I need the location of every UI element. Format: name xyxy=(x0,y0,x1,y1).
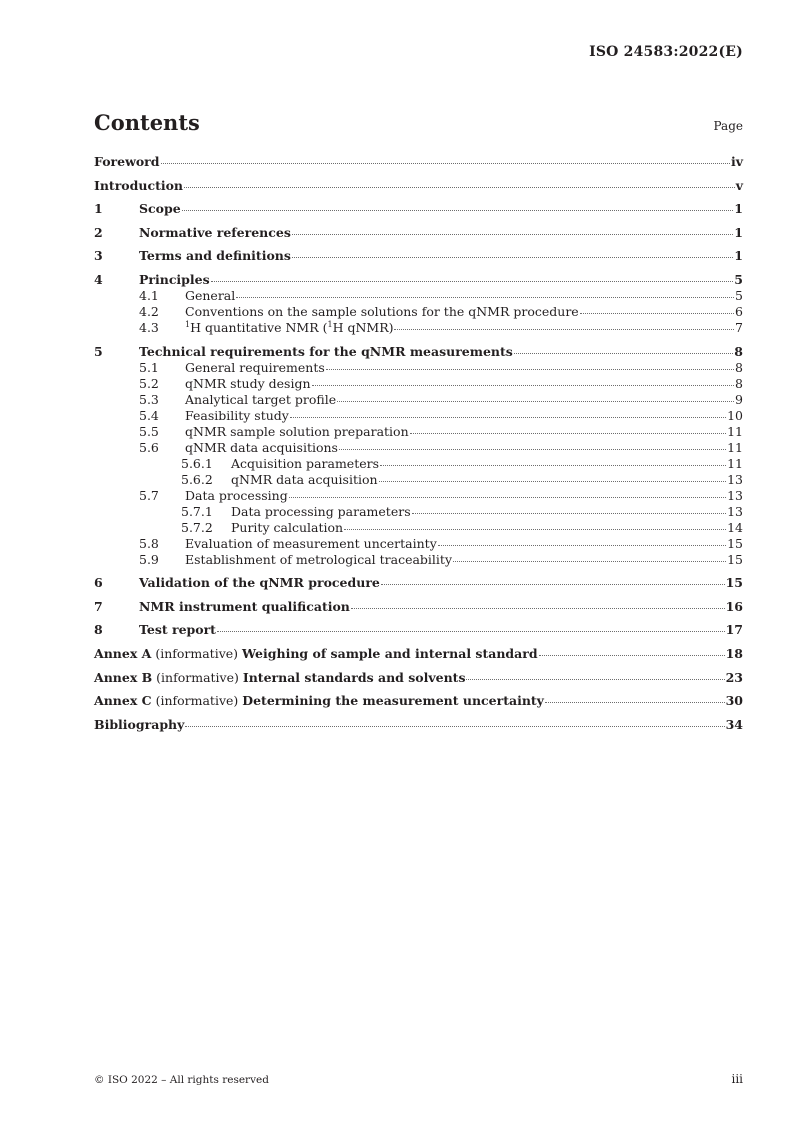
dot-leader xyxy=(344,528,726,530)
title-row xyxy=(94,110,743,135)
toc-entry-page: 15 xyxy=(727,535,743,551)
toc-entry-number: 5.3 xyxy=(139,391,159,407)
toc-entry-page: v xyxy=(735,177,743,193)
toc-entry-text: Scope xyxy=(139,201,181,217)
toc-entry-text: Normative references xyxy=(139,224,291,240)
toc-entry-text: Foreword xyxy=(94,154,160,169)
toc-entry-page: iv xyxy=(730,154,743,169)
document-code: ISO 24583:2022(E) xyxy=(589,44,743,60)
toc-entry-page: 11 xyxy=(727,455,743,471)
dot-leader xyxy=(312,384,735,386)
toc-entry-5-5[interactable] xyxy=(94,424,743,440)
toc-entry-number: 5.7.1 xyxy=(181,503,213,519)
toc-entry-number: 1 xyxy=(94,201,103,217)
dot-leader xyxy=(394,328,734,330)
dot-leader xyxy=(184,186,735,188)
superscript: 1 xyxy=(185,319,191,329)
toc-entry-page: 8 xyxy=(734,343,743,359)
toc-entry-instrument-qualification[interactable] xyxy=(94,599,743,615)
dot-leader xyxy=(182,209,734,211)
toc-entry-number: 5.7.2 xyxy=(181,519,213,535)
toc-entry-4-3[interactable] xyxy=(94,320,743,336)
dot-leader xyxy=(580,312,734,314)
toc-entry-foreword[interactable] xyxy=(94,154,743,170)
toc-entry-test-report[interactable] xyxy=(94,622,743,638)
toc-entry-5-3[interactable] xyxy=(94,392,743,408)
toc-entry-5-2[interactable] xyxy=(94,376,743,392)
toc-entry-text: Purity calculation xyxy=(231,519,344,535)
toc-entry-text xyxy=(94,670,465,686)
toc-entry-text: Technical requirements for the qNMR measurements xyxy=(139,343,513,359)
toc-entry-number: 5.7 xyxy=(139,487,159,503)
toc-entry-page: 15 xyxy=(727,551,743,567)
toc-entry-number: 7 xyxy=(94,598,103,614)
toc-entry-number: 5.6.1 xyxy=(181,455,213,471)
toc-entry-page: 8 xyxy=(735,359,743,375)
toc-entry-scope[interactable] xyxy=(94,201,743,217)
toc-entry-page: 1 xyxy=(734,201,743,217)
toc-entry-text: qNMR data acquisitions xyxy=(185,439,338,455)
annex-title: Internal standards and solvents xyxy=(242,669,466,685)
toc-entry-number: 4.1 xyxy=(139,287,159,303)
annex-type: (informative) xyxy=(152,669,243,685)
toc-entry-page: 16 xyxy=(725,598,743,614)
toc-entry-text: Evaluation of measurement uncertainty xyxy=(185,535,437,551)
toc-entry-text: qNMR data acquisition xyxy=(231,471,378,487)
toc-entry-text: Conventions on the sample solutions for the qNMR procedure xyxy=(185,303,579,319)
annex-type: (informative) xyxy=(151,693,243,709)
toc-entry-page: 1 xyxy=(734,224,743,240)
annex-label: Annex C xyxy=(94,693,152,709)
dot-leader xyxy=(466,678,724,680)
toc-entry-text: Acquisition parameters xyxy=(231,455,380,471)
dot-leader xyxy=(236,296,734,298)
page-title: Contents xyxy=(94,110,200,135)
toc-entry-number: 2 xyxy=(94,224,103,240)
toc-entry-text: qNMR study design xyxy=(185,375,311,391)
toc-entry-5-6-1[interactable] xyxy=(94,456,743,472)
dot-leader xyxy=(438,544,726,546)
toc-entry-page: 8 xyxy=(735,375,743,391)
toc-entry-text: Analytical target profile xyxy=(185,391,337,407)
toc-entry-page: 1 xyxy=(734,248,743,264)
toc-entry-text: Introduction xyxy=(94,177,184,193)
dot-leader xyxy=(339,448,726,450)
toc-entry-5-7-1[interactable] xyxy=(94,504,743,520)
dot-leader xyxy=(351,607,725,609)
toc-entry-principles[interactable] xyxy=(94,272,743,288)
toc-entry-page: 5 xyxy=(734,271,743,287)
toc-entry-page: 13 xyxy=(727,503,743,519)
toc-entry-text: NMR instrument qualification xyxy=(139,598,350,614)
copyright-notice: © ISO 2022 – All rights reserved xyxy=(94,1074,269,1086)
toc-entry-number: 5.6.2 xyxy=(181,471,213,487)
dot-leader xyxy=(453,560,726,562)
dot-leader xyxy=(545,701,725,703)
table-of-contents xyxy=(94,154,743,733)
toc-entry-4-2[interactable] xyxy=(94,304,743,320)
dot-leader xyxy=(337,400,734,402)
toc-entry-text xyxy=(185,320,393,336)
dot-leader xyxy=(290,416,726,418)
toc-entry-page: 13 xyxy=(727,471,743,487)
toc-entry-page: 7 xyxy=(735,319,743,335)
toc-entry-text-part: H qNMR) xyxy=(332,319,394,335)
toc-entry-page: 23 xyxy=(725,669,743,685)
toc-entry-number: 5.6 xyxy=(139,439,159,455)
toc-entry-text: Validation of the qNMR procedure xyxy=(139,575,380,591)
toc-entry-technical-requirements[interactable] xyxy=(94,344,743,360)
toc-entry-number: 5.1 xyxy=(139,359,159,375)
toc-entry-5-7[interactable] xyxy=(94,488,743,504)
dot-leader xyxy=(217,630,725,632)
dot-leader xyxy=(381,583,725,585)
toc-entry-text: Data processing parameters xyxy=(231,503,411,519)
toc-entry-5-1[interactable] xyxy=(94,360,743,376)
toc-entry-text: Feasibility study xyxy=(185,407,289,423)
toc-entry-number: 8 xyxy=(94,622,103,638)
toc-entry-number: 5.5 xyxy=(139,423,159,439)
toc-entry-4-1[interactable] xyxy=(94,288,743,304)
toc-entry-page: 6 xyxy=(735,303,743,319)
toc-entry-page: 14 xyxy=(727,519,743,535)
toc-entry-number: 5 xyxy=(94,343,103,359)
dot-leader xyxy=(289,496,726,498)
toc-entry-normative-references[interactable] xyxy=(94,225,743,241)
toc-entry-annex-a[interactable] xyxy=(94,646,743,662)
toc-entry-text: General requirements xyxy=(185,359,325,375)
toc-entry-text: Principles xyxy=(139,271,210,287)
toc-entry-page: 18 xyxy=(725,645,743,661)
page-number: iii xyxy=(731,1072,743,1086)
toc-entry-page: 11 xyxy=(727,423,743,439)
toc-entry-5-9[interactable] xyxy=(94,552,743,568)
dot-leader xyxy=(539,654,725,656)
toc-entry-text xyxy=(94,646,538,662)
annex-label: Annex A xyxy=(94,645,152,661)
dot-leader xyxy=(161,162,730,164)
toc-entry-text: Test report xyxy=(139,622,216,638)
toc-entry-annex-b[interactable] xyxy=(94,670,743,686)
toc-entry-page: 11 xyxy=(727,439,743,455)
toc-entry-5-8[interactable] xyxy=(94,536,743,552)
annex-type: (informative) xyxy=(151,645,243,661)
dot-leader xyxy=(379,480,727,482)
toc-entry-5-6[interactable] xyxy=(94,440,743,456)
toc-entry-number: 4.2 xyxy=(139,303,159,319)
dot-leader xyxy=(412,512,726,514)
toc-entry-text xyxy=(94,693,544,709)
toc-entry-text: qNMR sample solution preparation xyxy=(185,423,409,439)
toc-entry-page: 15 xyxy=(725,575,743,591)
page-column-label: Page xyxy=(713,119,743,133)
toc-entry-number: 6 xyxy=(94,575,103,591)
superscript: 1 xyxy=(327,319,333,329)
annex-title: Weighing of sample and internal standard xyxy=(242,645,538,661)
annex-label: Annex B xyxy=(94,669,153,685)
dot-leader xyxy=(185,725,724,727)
toc-entry-5-7-2[interactable] xyxy=(94,520,743,536)
toc-entry-page: 13 xyxy=(727,487,743,503)
dot-leader xyxy=(211,280,734,282)
toc-entry-number: 5.9 xyxy=(139,551,159,567)
toc-entry-5-6-2[interactable] xyxy=(94,472,743,488)
toc-entry-text: Terms and definitions xyxy=(139,248,291,264)
dot-leader xyxy=(292,256,733,258)
toc-entry-number: 5.4 xyxy=(139,407,159,423)
toc-entry-page: 9 xyxy=(735,391,743,407)
toc-entry-5-4[interactable] xyxy=(94,408,743,424)
dot-leader xyxy=(410,432,726,434)
toc-entry-validation[interactable] xyxy=(94,575,743,591)
toc-entry-page: 30 xyxy=(725,693,743,709)
annex-title: Determining the measurement uncertainty xyxy=(242,693,544,709)
toc-entry-annex-c[interactable] xyxy=(94,693,743,709)
toc-entry-number: 5.8 xyxy=(139,535,159,551)
toc-entry-page: 5 xyxy=(735,287,743,303)
toc-entry-bibliography[interactable] xyxy=(94,717,743,733)
dot-leader xyxy=(380,464,726,466)
toc-entry-text: General xyxy=(185,287,236,303)
toc-entry-number: 4 xyxy=(94,271,103,287)
toc-entry-text: Bibliography xyxy=(94,716,185,732)
toc-entry-number: 5.2 xyxy=(139,375,159,391)
dot-leader xyxy=(326,368,734,370)
toc-entry-text-part: H quantitative NMR ( xyxy=(190,319,328,335)
toc-entry-page: 17 xyxy=(725,622,743,638)
toc-entry-text: Data processing xyxy=(185,487,288,503)
toc-entry-number: 3 xyxy=(94,248,103,264)
toc-entry-page: 10 xyxy=(727,407,743,423)
toc-entry-number: 4.3 xyxy=(139,319,159,335)
toc-entry-introduction[interactable] xyxy=(94,178,743,194)
toc-entry-page: 34 xyxy=(725,716,743,732)
toc-entry-terms-and-definitions[interactable] xyxy=(94,248,743,264)
dot-leader xyxy=(292,233,733,235)
toc-entry-text: Establishment of metrological traceability xyxy=(185,551,453,567)
dot-leader xyxy=(514,352,733,354)
